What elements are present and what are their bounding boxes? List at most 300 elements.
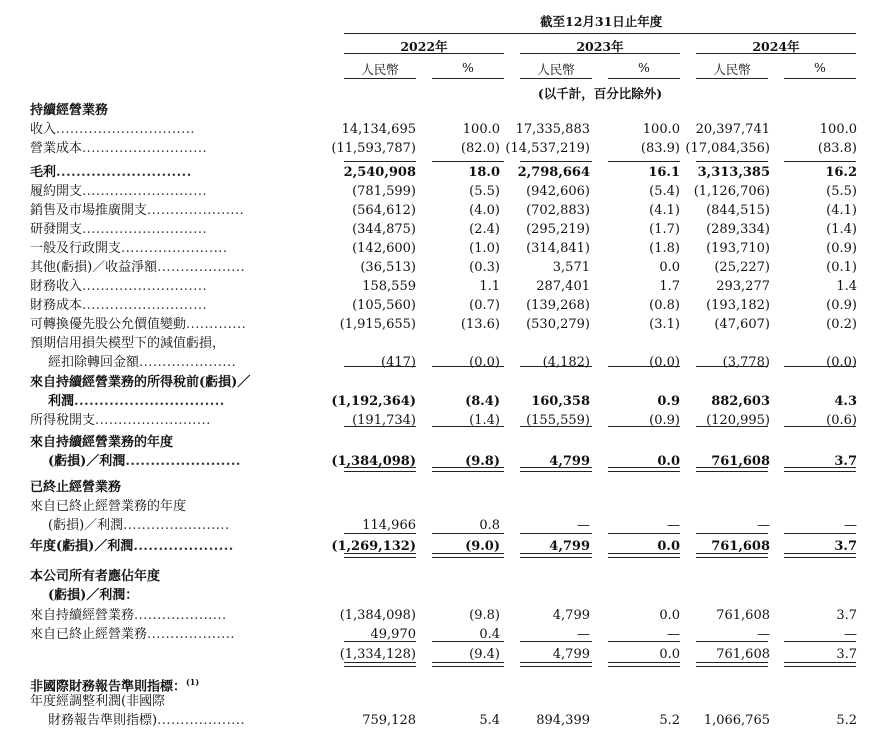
- table-row-fin-inc: [0, 277, 880, 297]
- amount-cell: (191,734): [352, 413, 416, 428]
- rule-above-year: [696, 533, 768, 534]
- percent-cell: 0.9: [657, 394, 680, 409]
- amount-cell: 293,277: [716, 279, 770, 294]
- row-label: [30, 625, 235, 645]
- percent-cell: (0.0): [469, 355, 500, 370]
- percent-cell: —: [667, 518, 680, 533]
- row-label: [30, 182, 207, 202]
- amount-cell: (844,515): [706, 203, 770, 218]
- rule-above-gross: [608, 161, 680, 162]
- amount-cell: (417): [381, 355, 416, 370]
- percent-cell: 0.0: [659, 260, 680, 275]
- row-label-text: (虧損)／利潤: [48, 454, 126, 469]
- rule-above-pbt: [696, 366, 768, 367]
- amount-cell: 14,134,695: [341, 122, 416, 137]
- percent-cell: (0.0): [649, 355, 680, 370]
- row-label: [30, 692, 165, 712]
- double-rule-attr-total: [432, 662, 504, 667]
- amount-cell: 894,399: [536, 713, 590, 728]
- amount-cell: (1,915,655): [339, 317, 416, 332]
- double-rule-attr-total: [608, 662, 680, 667]
- row-label: [30, 120, 195, 140]
- row-label-text: 財務報告準則指標): [48, 713, 158, 728]
- year-2022: 2022年: [400, 39, 448, 54]
- currency-header: 人民幣: [537, 62, 575, 77]
- year-2023: 2023年: [576, 39, 624, 54]
- row-label-text: 來自持續經營業務的年度: [30, 435, 174, 450]
- percent-cell: (0.6): [826, 413, 857, 428]
- amount-cell: (702,883): [526, 203, 590, 218]
- row-label: [30, 296, 207, 316]
- rule-above-year: [344, 533, 416, 534]
- row-label: [30, 537, 234, 557]
- amount-cell: (781,599): [352, 184, 416, 199]
- rule-above-gross: [784, 161, 856, 162]
- row-label-text: (虧損)／利潤: [48, 518, 124, 533]
- subheader-rule: [432, 78, 504, 79]
- amount-cell: (142,600): [352, 241, 416, 256]
- percent-cell: 1.1: [479, 279, 500, 294]
- year-rule-2022: [344, 53, 504, 54]
- table-row-rd: [0, 220, 880, 240]
- percent-cell: (0.9): [826, 241, 857, 256]
- row-label-text: 毛利: [30, 165, 57, 180]
- percent-cell: 3.7: [836, 647, 857, 662]
- percent-cell: (1.0): [469, 241, 500, 256]
- row-label: [30, 567, 160, 587]
- rule-above-pbt: [608, 366, 680, 367]
- percent-cell: 0.0: [659, 608, 680, 623]
- amount-cell: —: [757, 627, 770, 642]
- dot-leader: ...................: [157, 260, 246, 275]
- table-row-attr-cont: [0, 606, 880, 626]
- row-label-text: 營業成本: [30, 141, 83, 156]
- row-label-text: 經扣除轉回金額: [48, 355, 140, 370]
- percent-cell: 18.0: [468, 165, 500, 180]
- percent-cell: 5.2: [659, 713, 680, 728]
- amount-cell: (344,875): [352, 222, 416, 237]
- table-row-cost: [0, 139, 880, 159]
- table-row-fin-cost: [0, 296, 880, 316]
- row-label-text: 一般及行政開支: [30, 241, 122, 256]
- unit-note: (以千計，百分比除外): [537, 86, 663, 101]
- table-row-ecl-2: [0, 353, 880, 373]
- row-label: [30, 163, 192, 183]
- double-rule-attr-total: [344, 662, 416, 667]
- table-row-pbt-1: [0, 373, 880, 393]
- rule-above-tax-total: [344, 426, 416, 427]
- amount-cell: —: [757, 518, 770, 533]
- table-row-conv: [0, 315, 880, 335]
- amount-cell: (1,192,364): [331, 394, 416, 409]
- rule-above-pbt: [520, 366, 592, 367]
- row-label: [30, 201, 244, 221]
- rule-above-year: [784, 533, 856, 534]
- amount-cell: 761,608: [711, 539, 770, 554]
- row-label-text: 銷售及市場推廣開支: [30, 203, 148, 218]
- row-label-text: 年度(虧損)／利潤: [30, 539, 134, 554]
- percent-cell: 100.0: [819, 122, 857, 137]
- percent-cell: (0.3): [469, 260, 500, 275]
- subheader-rule: [784, 78, 856, 79]
- table-row-fulfil: [0, 182, 880, 202]
- row-label-text: 來自持續經營業務的所得稅前(虧損)／: [30, 375, 251, 390]
- percent-cell: (3.1): [649, 317, 680, 332]
- percent-cell: (1.7): [649, 222, 680, 237]
- row-label: [30, 334, 225, 354]
- percent-cell: (82.0): [460, 141, 500, 156]
- row-label: [30, 101, 108, 121]
- row-label-text: 預期信用損失模型下的減值虧損，: [30, 336, 226, 351]
- table-row-pbt-2: [0, 392, 880, 412]
- row-label-text: 其他(虧損)／收益淨額: [30, 260, 158, 275]
- amount-cell: (14,537,219): [505, 141, 590, 156]
- amount-cell: (4,182): [542, 355, 590, 370]
- percent-cell: (1.8): [649, 241, 680, 256]
- double-rule-cont-year: [432, 467, 504, 472]
- percent-cell: 0.0: [657, 454, 680, 469]
- row-label: [48, 516, 230, 536]
- percent-cell: —: [844, 627, 857, 642]
- percent-cell: (9.8): [465, 454, 500, 469]
- rule-above-gross: [432, 161, 504, 162]
- dot-leader: .....................: [139, 355, 237, 370]
- percent-header: %: [814, 60, 826, 75]
- row-label-text: 財務成本: [30, 298, 83, 313]
- dot-leader: ...........................: [82, 279, 208, 294]
- row-label: [30, 478, 121, 498]
- amount-cell: (193,182): [706, 298, 770, 313]
- table-row-cont-yr-1: [0, 433, 880, 453]
- row-label-text: 收入: [30, 122, 57, 137]
- row-label: [30, 277, 207, 297]
- amount-cell: 4,799: [552, 647, 590, 662]
- rule-above-pbt: [344, 366, 416, 367]
- rule-above-attr-total: [432, 641, 504, 642]
- table-row-disc-head: [0, 478, 880, 498]
- amount-cell: (1,384,098): [339, 608, 416, 623]
- rule-above-attr-total: [344, 641, 416, 642]
- percent-cell: (9.4): [469, 647, 500, 662]
- row-label-text: 年度經調整利潤(非國際: [30, 694, 166, 709]
- percent-cell: (83.8): [817, 141, 857, 156]
- percent-cell: 3.7: [834, 454, 857, 469]
- rule-above-year: [608, 533, 680, 534]
- rule-above-attr-total: [784, 641, 856, 642]
- year-rule-2023: [520, 53, 680, 54]
- table-row-attr-disc: [0, 625, 880, 645]
- dot-leader: .....................: [147, 203, 245, 218]
- year-2024: 2024年: [752, 39, 800, 54]
- amount-cell: (1,126,706): [693, 184, 770, 199]
- table-row-ecl-1: [0, 334, 880, 354]
- row-label-text: 來自持續經營業務: [30, 608, 135, 623]
- currency-header: 人民幣: [713, 62, 751, 77]
- percent-header: %: [638, 60, 650, 75]
- amount-cell: (314,841): [526, 241, 590, 256]
- percent-cell: (4.1): [826, 203, 857, 218]
- percent-cell: 0.0: [659, 647, 680, 662]
- dot-leader: ...........................: [56, 165, 192, 180]
- percent-cell: —: [844, 518, 857, 533]
- rule-above-gross: [344, 161, 416, 162]
- row-label-text: 持續經營業務: [30, 103, 109, 118]
- double-rule-year: [784, 553, 856, 558]
- amount-cell: (289,334): [706, 222, 770, 237]
- dot-leader: ....................: [133, 539, 234, 554]
- percent-cell: (9.8): [469, 608, 500, 623]
- rule-above-attr-total: [608, 641, 680, 642]
- percent-cell: (0.2): [826, 317, 857, 332]
- row-label: [30, 315, 246, 335]
- row-label: [30, 411, 211, 431]
- amount-cell: 2,798,664: [517, 165, 590, 180]
- amount-cell: 158,559: [362, 279, 416, 294]
- row-label-text: (虧損)／利潤：: [48, 588, 139, 603]
- double-rule-year: [520, 553, 592, 558]
- double-rule-attr-total: [696, 662, 768, 667]
- amount-cell: 49,970: [370, 627, 416, 642]
- percent-cell: (83.9): [640, 141, 680, 156]
- amount-cell: 17,335,883: [515, 122, 590, 137]
- row-label: [48, 452, 241, 472]
- footnote-marker: (1): [186, 677, 200, 687]
- percent-cell: 0.8: [479, 518, 500, 533]
- table-row-nonifrs-head: [0, 672, 880, 695]
- percent-header: %: [462, 60, 474, 75]
- dot-leader: .......................: [123, 518, 230, 533]
- amount-cell: (193,710): [706, 241, 770, 256]
- row-label: [30, 220, 207, 240]
- table-row-revenue: [0, 120, 880, 140]
- table-row-tax: [0, 411, 880, 431]
- currency-header: 人民幣: [361, 62, 399, 77]
- row-label-text: 非國際財務報告準則指標：: [30, 679, 187, 695]
- double-rule-year: [344, 553, 416, 558]
- double-rule-cont-year: [784, 467, 856, 472]
- row-label: [30, 606, 227, 626]
- dot-leader: ..............................: [56, 122, 195, 137]
- row-label: [48, 586, 138, 606]
- amount-cell: (17,084,356): [685, 141, 770, 156]
- amount-cell: 4,799: [549, 454, 590, 469]
- amount-cell: (564,612): [352, 203, 416, 218]
- percent-cell: 5.2: [836, 713, 857, 728]
- row-label: [30, 373, 250, 393]
- subheader-rule: [520, 78, 592, 79]
- amount-cell: (295,219): [526, 222, 590, 237]
- row-label-text: 履約開支: [30, 184, 83, 199]
- percent-cell: (0.8): [649, 298, 680, 313]
- percent-cell: (1.4): [469, 413, 500, 428]
- row-label-text: 所得稅開支: [30, 413, 96, 428]
- dot-leader: ...................: [147, 627, 236, 642]
- row-label: [30, 497, 186, 517]
- dot-leader: ...........................: [82, 298, 208, 313]
- amount-cell: (1,269,132): [331, 539, 416, 554]
- table-row-disc-1: [0, 497, 880, 517]
- double-rule-cont-year: [344, 467, 416, 472]
- amount-cell: —: [577, 518, 590, 533]
- row-label: [48, 711, 245, 731]
- table-row-cont-head: [0, 101, 880, 121]
- dot-leader: ...........................: [82, 184, 208, 199]
- percent-cell: (4.1): [649, 203, 680, 218]
- subheader-rule: [608, 78, 680, 79]
- percent-cell: (0.1): [826, 260, 857, 275]
- amount-cell: (36,513): [360, 260, 416, 275]
- rule-above-attr-total: [696, 641, 768, 642]
- percent-cell: 0.0: [657, 539, 680, 554]
- percent-cell: 0.4: [479, 627, 500, 642]
- row-label-text: 本公司所有者應佔年度: [30, 569, 161, 584]
- amount-cell: 759,128: [362, 713, 416, 728]
- percent-cell: (8.4): [465, 394, 500, 409]
- percent-cell: (5.4): [649, 184, 680, 199]
- row-label-text: 來自已終止經營業務: [30, 627, 148, 642]
- amount-cell: (105,560): [352, 298, 416, 313]
- rule-above-tax-total: [696, 426, 768, 427]
- dot-leader: ....................: [134, 608, 227, 623]
- amount-cell: 761,608: [711, 454, 770, 469]
- table-row-attr-1: [0, 567, 880, 587]
- amount-cell: 761,608: [716, 608, 770, 623]
- amount-cell: (139,268): [526, 298, 590, 313]
- percent-cell: (13.6): [460, 317, 500, 332]
- percent-cell: 16.2: [825, 165, 857, 180]
- percent-cell: (1.4): [826, 222, 857, 237]
- subheader-rule: [696, 78, 768, 79]
- table-row-other: [0, 258, 880, 278]
- amount-cell: 3,571: [552, 260, 590, 275]
- period-caption: 截至12月31日止年度: [540, 14, 663, 29]
- rule-above-tax-total: [432, 426, 504, 427]
- amount-cell: (120,995): [706, 413, 770, 428]
- percent-cell: (4.0): [469, 203, 500, 218]
- amount-cell: (11,593,787): [331, 141, 416, 156]
- year-rule-2024: [696, 53, 856, 54]
- dot-leader: ...................: [157, 713, 246, 728]
- percent-cell: (0.7): [469, 298, 500, 313]
- double-rule-year: [696, 553, 768, 558]
- table-row-gross: [0, 163, 880, 183]
- rule-above-tax-total: [520, 426, 592, 427]
- dot-leader: ...........................: [82, 222, 208, 237]
- row-label-text: 研發開支: [30, 222, 83, 237]
- percent-cell: (0.9): [649, 413, 680, 428]
- dot-leader: .........................: [95, 413, 211, 428]
- row-label-text: 可轉換優先股公允價值變動: [30, 317, 187, 332]
- rule-above-gross: [520, 161, 592, 162]
- row-label-text: 已終止經營業務: [30, 480, 122, 495]
- header-rule: [344, 33, 856, 34]
- percent-cell: 1.7: [659, 279, 680, 294]
- row-label: [30, 433, 173, 453]
- dot-leader: .......................: [121, 241, 228, 256]
- table-row-admin: [0, 239, 880, 259]
- percent-cell: 3.7: [834, 539, 857, 554]
- double-rule-cont-year: [696, 467, 768, 472]
- percent-cell: 100.0: [642, 122, 680, 137]
- percent-cell: (9.0): [465, 539, 500, 554]
- dot-leader: ..............................: [74, 394, 225, 409]
- amount-cell: 3,313,385: [697, 165, 770, 180]
- amount-cell: —: [577, 627, 590, 642]
- row-label-text: 財務收入: [30, 279, 83, 294]
- percent-cell: (5.5): [826, 184, 857, 199]
- percent-cell: (5.5): [469, 184, 500, 199]
- dot-leader: ...........................: [82, 141, 208, 156]
- table-row-attr-2: [0, 586, 880, 606]
- rule-above-attr-total: [520, 641, 592, 642]
- double-rule-year: [608, 553, 680, 558]
- amount-cell: (25,227): [714, 260, 770, 275]
- percent-cell: (0.0): [826, 355, 857, 370]
- percent-cell: 5.4: [479, 713, 500, 728]
- dot-leader: .............: [186, 317, 247, 332]
- double-rule-year: [432, 553, 504, 558]
- percent-cell: (2.4): [469, 222, 500, 237]
- amount-cell: (3,778): [722, 355, 770, 370]
- amount-cell: 4,799: [552, 608, 590, 623]
- amount-cell: 761,608: [716, 647, 770, 662]
- double-rule-attr-total: [520, 662, 592, 667]
- percent-cell: 100.0: [462, 122, 500, 137]
- rule-above-year: [520, 533, 592, 534]
- amount-cell: (942,606): [526, 184, 590, 199]
- amount-cell: 160,358: [531, 394, 590, 409]
- amount-cell: 4,799: [549, 539, 590, 554]
- rule-above-tax-total: [784, 426, 856, 427]
- amount-cell: 287,401: [536, 279, 590, 294]
- rule-above-gross: [696, 161, 768, 162]
- amount-cell: (47,607): [714, 317, 770, 332]
- table-row-adj-2: [0, 711, 880, 731]
- row-label: [48, 392, 225, 412]
- row-label: [30, 139, 207, 159]
- row-label: [30, 239, 228, 259]
- percent-cell: 16.1: [648, 165, 680, 180]
- amount-cell: 1,066,765: [703, 713, 770, 728]
- amount-cell: (1,384,098): [331, 454, 416, 469]
- amount-cell: (1,334,128): [339, 647, 416, 662]
- amount-cell: (530,279): [526, 317, 590, 332]
- amount-cell: 20,397,741: [695, 122, 770, 137]
- amount-cell: 2,540,908: [343, 165, 416, 180]
- row-label-text: 利潤: [48, 394, 75, 409]
- rule-above-pbt: [432, 366, 504, 367]
- percent-cell: 4.3: [834, 394, 857, 409]
- row-label: [30, 258, 245, 278]
- double-rule-attr-total: [784, 662, 856, 667]
- percent-cell: —: [667, 627, 680, 642]
- subheader-rule: [344, 78, 416, 79]
- rule-above-pbt: [784, 366, 856, 367]
- double-rule-cont-year: [608, 467, 680, 472]
- percent-cell: 1.4: [836, 279, 857, 294]
- rule-above-tax-total: [608, 426, 680, 427]
- double-rule-cont-year: [520, 467, 592, 472]
- amount-cell: (155,559): [526, 413, 590, 428]
- row-label-text: 來自已終止經營業務的年度: [30, 499, 187, 514]
- table-row-adj-1: [0, 692, 880, 712]
- rule-above-year: [432, 533, 504, 534]
- row-label: [48, 353, 236, 373]
- amount-cell: 882,603: [711, 394, 770, 409]
- percent-cell: (0.9): [826, 298, 857, 313]
- dot-leader: .......................: [125, 454, 241, 469]
- table-row-sales: [0, 201, 880, 221]
